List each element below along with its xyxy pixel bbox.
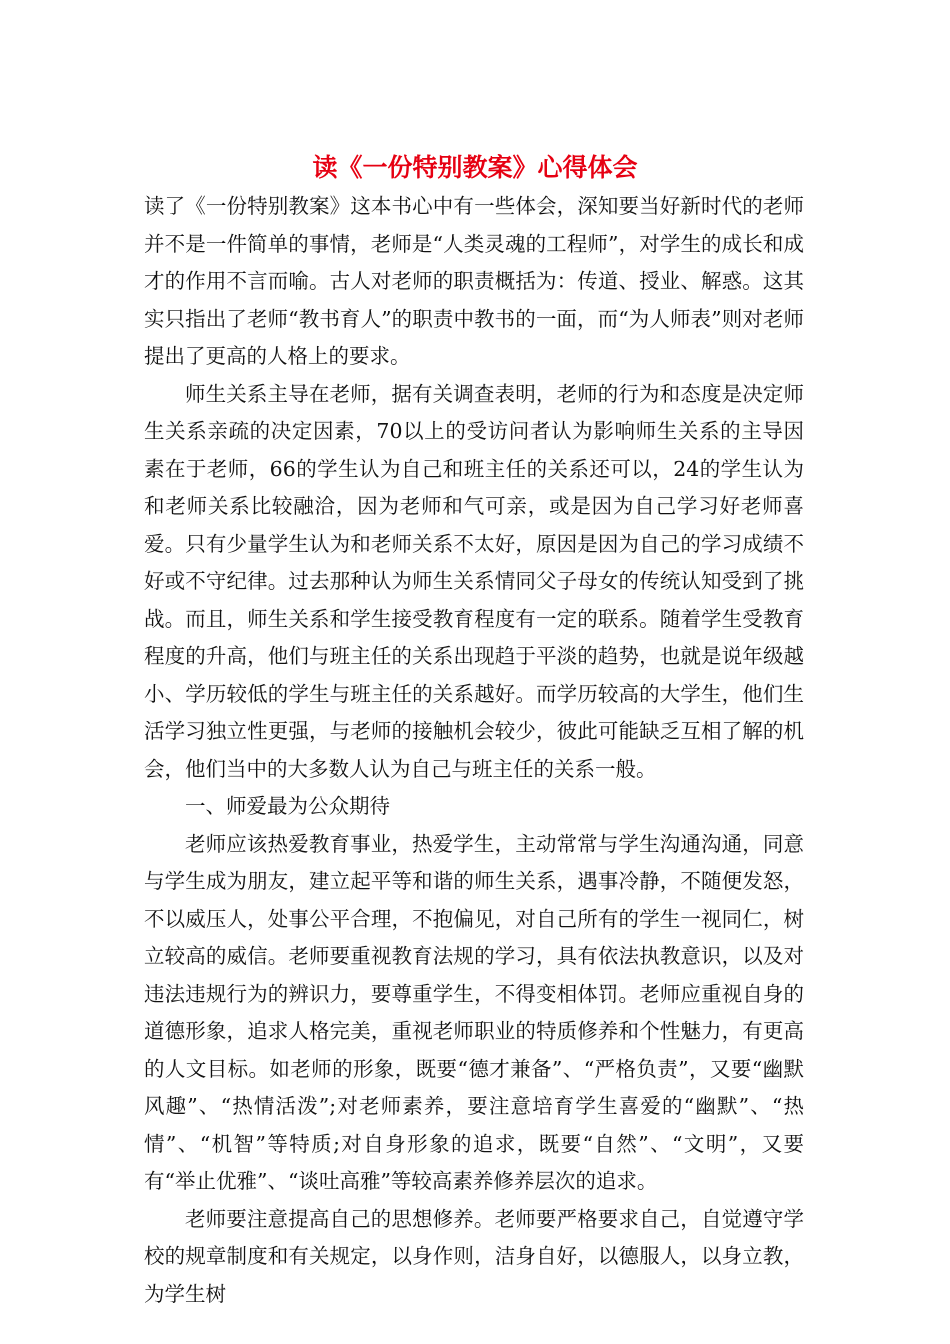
paragraph-teacher-love: 老师应该热爱教育事业，热爱学生，主动常常与学生沟通沟通，同意与学生成为朋友，建立起平等和谐的师生关系，遇事冷静，不随便发怒，不以威压人，处事公平合理，不抱偏见，对自己所有的学生一视同仁，树立较高的威信。老师要重视教育法规的学习，具有依法执教意识，以及对违法违规行为的辨识力，要尊重学生，不得变相体罚。老师应重视自身的道德形象，追求人格完美，重视老师职业的特质修养和个性魅力，有更高的人文目标。如老师的形象，既要“德才兼备”、“严格负责”，又要“幽默风趣”、“热情活泼”;对老师素养，要注意培育学生喜爱的“幽默”、“热情”、“机智”等特质;对自身形象的追求，既要“自然”、“文明”，又要有“举止优雅”、“谈吐高雅”等较高素养修养层次的追求。 bbox=[144, 831, 804, 1193]
document-title: 读《一份特别教案》心得体会 bbox=[312, 153, 638, 182]
paragraph-teacher-student-relationship: 师生关系主导在老师，据有关调查表明，老师的行为和态度是决定师生关系亲疏的决定因素，70以上的受访问者认为影响师生关系的主导因素在于老师，66的学生认为自己和班主任的关系还可以，24的学生认为和老师关系比较融洽，因为老师和气可亲，或是因为自己学习好老师喜爱。只有少量学生认为和老师关系不太好，原因是因为自己的学习成绩不好或不守纪律。过去那种认为师生关系情同父子母女的传统认知受到了挑战。而且，师生关系和学生接受教育程度有一定的联系。随着学生受教育程度的升高，他们与班主任的关系出现趋于平淡的趋势，也就是说年级越小、学历较低的学生与班主任的关系越好。而学历较高的大学生，他们生活学习独立性更强，与老师的接触机会较少，彼此可能缺乏互相了解的机会，他们当中的大多数人认为自己与班主任的关系一般。 bbox=[144, 381, 804, 781]
section-heading-teacher-love: 一、师爱最为公众期待 bbox=[185, 794, 390, 818]
paragraph-self-cultivation: 老师要注意提高自己的思想修养。老师要严格要求自己，自觉遵守学校的规章制度和有关规定，以身作则，洁身自好，以德服人，以身立教，为学生树 bbox=[144, 1206, 804, 1306]
paragraph-intro: 读了《一份特别教案》这本书心中有一些体会，深知要当好新时代的老师并不是一件简单的事情，老师是“人类灵魂的工程师”，对学生的成长和成才的作用不言而喻。古人对老师的职责概括为：传道、授业、解惑。这其实只指出了老师“教书育人”的职责中教书的一面，而“为人师表”则对老师提出了更高的人格上的要求。 bbox=[144, 194, 804, 368]
document-body bbox=[144, 188, 804, 1313]
